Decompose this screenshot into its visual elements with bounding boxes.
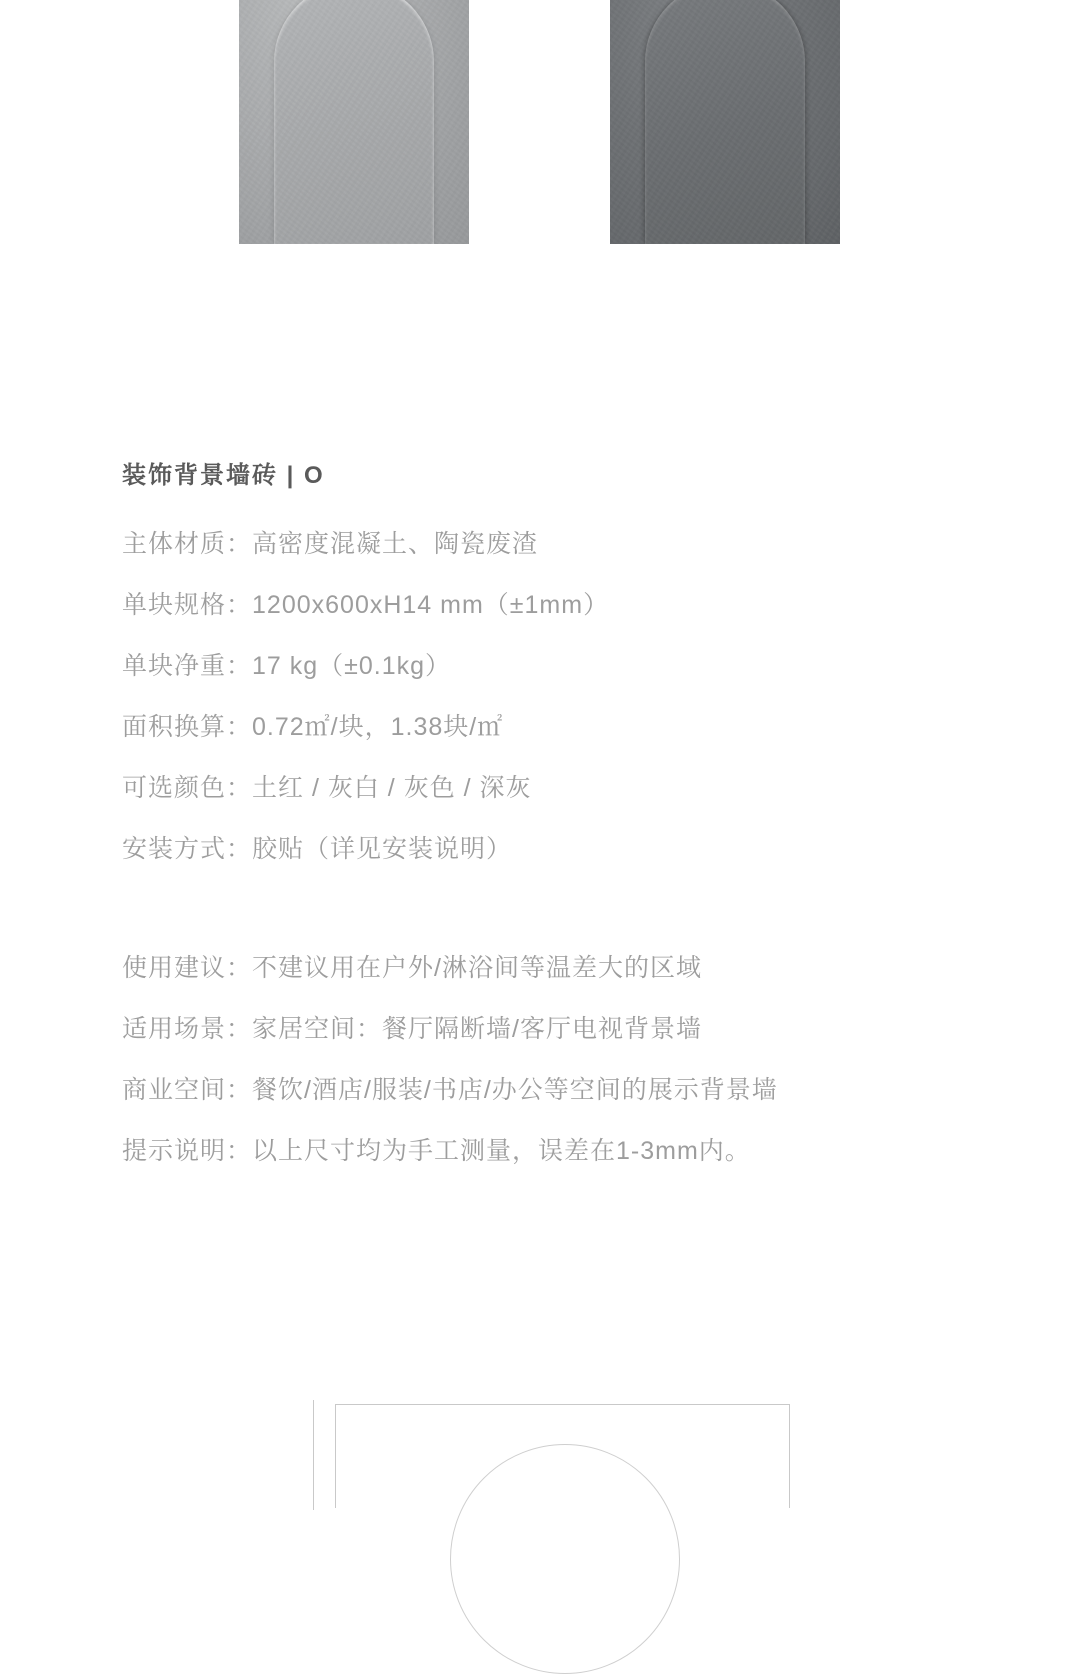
note-row-scenario — [122, 999, 1022, 1060]
spec-value: 17 kg（±0.1kg） — [252, 652, 452, 680]
note-label: 使用建议： — [122, 954, 253, 982]
spec-row-colors — [122, 758, 1022, 819]
spec-row-material — [122, 514, 1022, 575]
spec-row-weight — [122, 636, 1022, 697]
note-row-disclaimer — [122, 1121, 1022, 1182]
specification-block — [122, 455, 1022, 1182]
note-row-commercial — [122, 1060, 1022, 1121]
spec-label: 单块规格： — [122, 591, 253, 619]
spec-label: 可选颜色： — [122, 774, 253, 802]
note-row-usage-advice — [122, 938, 1022, 999]
spec-value: 土红 / 灰白 / 灰色 / 深灰 — [252, 774, 532, 802]
spec-row-installation — [122, 819, 1022, 880]
spec-label: 安装方式： — [122, 835, 253, 863]
spec-row-size — [122, 575, 1022, 636]
spec-label: 主体材质： — [122, 530, 253, 558]
spec-row-area — [122, 697, 1022, 758]
product-gallery — [0, 0, 1080, 244]
spec-value: 0.72㎡/块，1.38块/㎡ — [252, 713, 504, 741]
note-value: 家居空间：餐厅隔断墙/客厅电视背景墙 — [252, 1015, 702, 1043]
texture-overlay-light — [239, 0, 469, 244]
note-label: 提示说明： — [122, 1137, 253, 1165]
note-value: 以上尺寸均为手工测量，误差在1-3mm内。 — [252, 1137, 751, 1165]
section-divider — [122, 880, 1022, 938]
spec-value: 胶贴（详见安装说明） — [252, 835, 513, 863]
spec-value: 1200x600xH14 mm（±1mm） — [252, 591, 610, 619]
page-title: 装饰背景墙砖 | O — [122, 462, 325, 489]
note-value: 不建议用在户外/淋浴间等温差大的区域 — [252, 954, 702, 982]
product-image-light-tile[interactable] — [239, 0, 469, 244]
note-value: 餐饮/酒店/服装/书店/办公等空间的展示背景墙 — [252, 1076, 778, 1104]
spec-label: 单块净重： — [122, 652, 253, 680]
drawing-left-edge-line — [313, 1400, 314, 1510]
spec-label: 面积换算： — [122, 713, 253, 741]
note-label: 商业空间： — [122, 1076, 253, 1104]
technical-drawing — [313, 1400, 793, 1510]
texture-overlay-dark — [610, 0, 840, 244]
note-label: 适用场景： — [122, 1015, 253, 1043]
spec-value: 高密度混凝土、陶瓷废渣 — [252, 530, 539, 558]
product-image-dark-tile[interactable] — [610, 0, 840, 244]
